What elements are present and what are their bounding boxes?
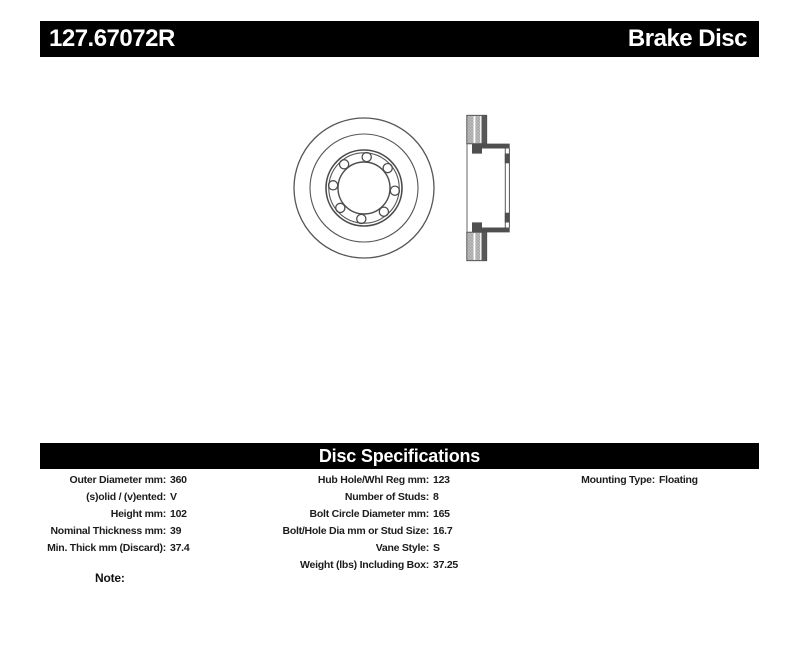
- spec-row-bolt-circle-diameter: [255, 506, 458, 523]
- spec-value: 37.4: [170, 542, 190, 554]
- spec-row-solid-vented: [20, 489, 189, 506]
- spec-column-left: [20, 472, 189, 557]
- bolt-holes: [329, 153, 400, 224]
- part-number: 127.67072R: [49, 25, 175, 52]
- header-bar: [40, 21, 759, 57]
- spec-value: 165: [433, 508, 450, 520]
- spec-label: Bolt/Hole Dia mm or Stud Size:: [282, 525, 429, 537]
- spec-label: Bolt Circle Diameter mm:: [309, 508, 429, 520]
- spec-row-mounting-type: [541, 472, 698, 489]
- spec-value: 102: [170, 508, 187, 520]
- spec-value: 8: [433, 491, 439, 503]
- spec-value: 123: [433, 474, 450, 486]
- brake-disc-side-view: [467, 115, 510, 260]
- spec-label: Vane Style:: [375, 542, 429, 554]
- brake-disc-drawing: [278, 96, 518, 280]
- spec-row-nominal-thickness: [20, 523, 189, 540]
- spec-row-bolt-hole-dia: [255, 523, 458, 540]
- spec-value: 37.25: [433, 559, 459, 571]
- note-label: Note:: [95, 571, 125, 585]
- spec-value: 360: [170, 474, 187, 486]
- spec-column-middle: [255, 472, 458, 574]
- spec-value: V: [170, 491, 177, 503]
- spec-label: Height mm:: [110, 508, 166, 520]
- spec-label: Hub Hole/Whl Reg mm:: [317, 474, 429, 486]
- spec-label: Min. Thick mm (Discard):: [47, 542, 166, 554]
- spec-row-weight: [255, 557, 458, 574]
- spec-value: 39: [170, 525, 182, 537]
- spec-row-height: [20, 506, 189, 523]
- spec-section-header: [40, 443, 759, 469]
- spec-column-right: [541, 472, 698, 489]
- spec-value: 16.7: [433, 525, 453, 537]
- spec-section-title: Disc Specifications: [318, 445, 481, 466]
- spec-row-hub-hole: [255, 472, 458, 489]
- spec-value: S: [433, 542, 440, 554]
- spec-label: Outer Diameter mm:: [69, 474, 166, 486]
- spec-row-outer-diameter: [20, 472, 189, 489]
- spec-label: Number of Studs:: [344, 491, 429, 503]
- spec-row-number-of-studs: [255, 489, 458, 506]
- spec-label: Mounting Type:: [581, 474, 655, 486]
- spec-row-vane-style: [255, 540, 458, 557]
- spec-value: Floating: [659, 474, 698, 486]
- spec-label: (s)olid / (v)ented:: [86, 491, 166, 503]
- product-name: Brake Disc: [627, 25, 747, 52]
- spec-label: Weight (lbs) Including Box:: [300, 559, 429, 571]
- spec-label: Nominal Thickness mm:: [50, 525, 166, 537]
- brake-disc-front-view: [294, 118, 434, 258]
- spec-row-min-thickness: [20, 540, 189, 557]
